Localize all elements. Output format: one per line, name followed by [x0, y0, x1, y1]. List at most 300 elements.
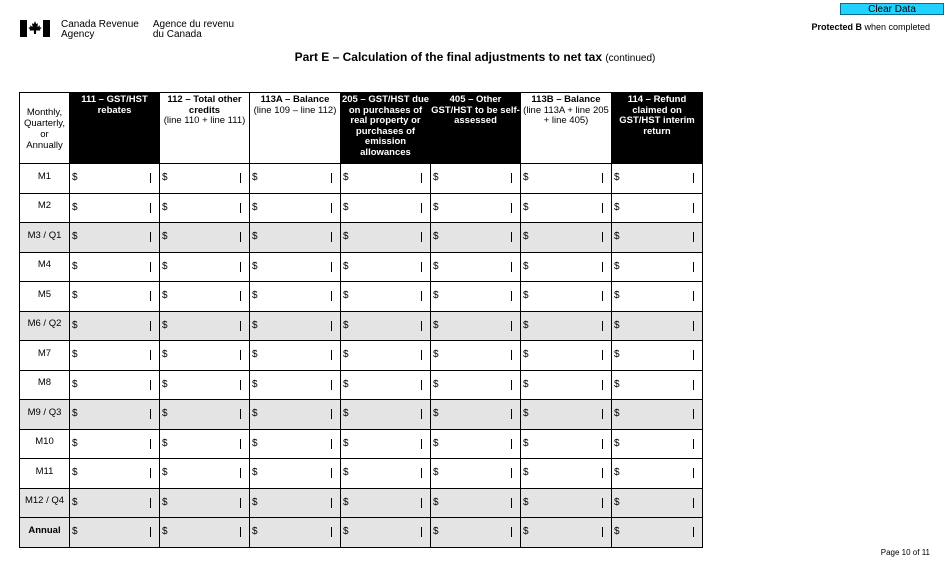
amount-cell: [341, 164, 431, 194]
dollar-sign: $: [252, 496, 258, 508]
cents-divider: [602, 350, 603, 360]
cents-divider: [511, 203, 512, 213]
amount-input[interactable]: [443, 345, 503, 361]
dollar-sign: $: [614, 349, 620, 360]
dollar-sign: $: [614, 290, 620, 301]
column-header-113a: 113A – Balance (line 109 – line 112): [250, 93, 341, 164]
page-number: Page 10 of 11: [880, 548, 930, 557]
amount-input[interactable]: [262, 198, 322, 214]
amount-input[interactable]: [262, 227, 322, 243]
amount-input[interactable]: [624, 168, 684, 184]
amount-input[interactable]: [82, 404, 142, 420]
amount-cell: [521, 193, 612, 223]
amount-cell: [521, 252, 612, 282]
dollar-sign: $: [162, 172, 168, 183]
amount-input[interactable]: [353, 434, 413, 450]
row-period-label: M1: [20, 164, 70, 194]
cents-divider: [511, 527, 512, 537]
dollar-sign: $: [162, 231, 168, 242]
dollar-sign: $: [343, 437, 349, 449]
amount-input[interactable]: [82, 257, 142, 273]
dollar-sign: $: [252, 260, 258, 272]
cents-divider: [240, 409, 241, 419]
dollar-sign: $: [523, 378, 529, 390]
dollar-sign: $: [343, 408, 349, 419]
amount-input[interactable]: [443, 493, 503, 509]
amount-input[interactable]: [82, 316, 142, 332]
cents-divider: [602, 439, 603, 449]
period-column-header: Monthly, Quarterly, or Annually: [20, 93, 70, 164]
dollar-sign: $: [72, 467, 78, 478]
amount-cell: [250, 459, 341, 489]
table-row: [20, 459, 703, 489]
amount-input[interactable]: [443, 168, 503, 184]
cents-divider: [602, 380, 603, 390]
amount-input[interactable]: [82, 227, 142, 243]
dollar-sign: $: [72, 437, 78, 449]
dollar-sign: $: [162, 378, 168, 390]
table-row: [20, 252, 703, 282]
dollar-sign: $: [523, 437, 529, 449]
dollar-sign: $: [162, 260, 168, 272]
amount-cell: [341, 282, 431, 312]
cents-divider: [511, 262, 512, 272]
amount-cell: [341, 400, 431, 430]
amount-cell: [160, 459, 250, 489]
amount-input[interactable]: [443, 316, 503, 332]
dollar-sign: $: [433, 408, 439, 419]
amount-cell: [250, 223, 341, 253]
dollar-sign: $: [523, 172, 529, 183]
dollar-sign: $: [523, 467, 529, 478]
amount-cell: [70, 223, 160, 253]
amount-cell: [431, 311, 521, 341]
amount-input[interactable]: [443, 404, 503, 420]
amount-cell: [612, 311, 703, 341]
table-row: [20, 429, 703, 459]
amount-input[interactable]: [533, 198, 593, 214]
dollar-sign: $: [72, 408, 78, 419]
cents-divider: [240, 498, 241, 508]
dollar-sign: $: [72, 172, 78, 183]
amount-input[interactable]: [353, 316, 413, 332]
cents-divider: [693, 468, 694, 478]
amount-cell: [70, 341, 160, 371]
amount-cell: [250, 518, 341, 548]
cents-divider: [331, 232, 332, 242]
amount-cell: [70, 282, 160, 312]
cents-divider: [240, 380, 241, 390]
amount-cell: [70, 370, 160, 400]
amount-input[interactable]: [624, 345, 684, 361]
dollar-sign: $: [523, 260, 529, 272]
amount-input[interactable]: [443, 227, 503, 243]
cents-divider: [150, 350, 151, 360]
dollar-sign: $: [614, 201, 620, 213]
amount-cell: [70, 193, 160, 223]
table-row: [20, 164, 703, 194]
table-row: [20, 400, 703, 430]
cents-divider: [150, 468, 151, 478]
dollar-sign: $: [162, 437, 168, 449]
amount-input[interactable]: [262, 257, 322, 273]
amount-input[interactable]: [172, 463, 232, 479]
amount-cell: [521, 311, 612, 341]
amount-input[interactable]: [533, 257, 593, 273]
column-header-111: 111 – GST/HST rebates: [70, 93, 160, 164]
amount-input[interactable]: [172, 257, 232, 273]
amount-input[interactable]: [533, 168, 593, 184]
cents-divider: [331, 468, 332, 478]
amount-input[interactable]: [533, 227, 593, 243]
amount-cell: [250, 400, 341, 430]
dollar-sign: $: [72, 378, 78, 390]
amount-input[interactable]: [624, 227, 684, 243]
cents-divider: [240, 439, 241, 449]
amount-cell: [250, 341, 341, 371]
cents-divider: [511, 409, 512, 419]
cents-divider: [602, 321, 603, 331]
amount-input[interactable]: [443, 463, 503, 479]
amount-cell: [70, 459, 160, 489]
cents-divider: [150, 380, 151, 390]
cents-divider: [421, 468, 422, 478]
table-row: [20, 341, 703, 371]
dollar-sign: $: [72, 319, 78, 331]
amount-cell: [612, 488, 703, 518]
amount-input[interactable]: [82, 375, 142, 391]
cents-divider: [602, 232, 603, 242]
amount-input[interactable]: [172, 168, 232, 184]
table-row: [20, 193, 703, 223]
amount-cell: [250, 282, 341, 312]
dollar-sign: $: [343, 349, 349, 360]
cents-divider: [240, 262, 241, 272]
amount-input[interactable]: [353, 375, 413, 391]
amount-input[interactable]: [82, 168, 142, 184]
dollar-sign: $: [162, 467, 168, 478]
row-period-label: M6 / Q2: [20, 311, 70, 341]
cents-divider: [331, 350, 332, 360]
amount-input[interactable]: [82, 493, 142, 509]
amount-cell: [70, 400, 160, 430]
dollar-sign: $: [614, 496, 620, 508]
amount-input[interactable]: [172, 286, 232, 302]
cents-divider: [421, 380, 422, 390]
amount-cell: [521, 488, 612, 518]
cents-divider: [602, 262, 603, 272]
amount-input[interactable]: [172, 434, 232, 450]
cents-divider: [150, 498, 151, 508]
amount-input[interactable]: [82, 522, 142, 538]
cents-divider: [421, 232, 422, 242]
amount-cell: [431, 341, 521, 371]
cents-divider: [693, 321, 694, 331]
amount-input[interactable]: [353, 493, 413, 509]
row-period-label: M9 / Q3: [20, 400, 70, 430]
dollar-sign: $: [523, 526, 529, 537]
amount-input[interactable]: [262, 404, 322, 420]
amount-cell: [612, 518, 703, 548]
dollar-sign: $: [433, 378, 439, 390]
agency-name-french: Agence du revenu du Canada: [152, 19, 235, 40]
dollar-sign: $: [614, 172, 620, 183]
cents-divider: [150, 262, 151, 272]
cents-divider: [240, 203, 241, 213]
amount-input[interactable]: [533, 522, 593, 538]
cents-divider: [331, 409, 332, 419]
cents-divider: [150, 203, 151, 213]
clear-data-button[interactable]: Clear Data: [840, 3, 944, 15]
amount-input[interactable]: [533, 463, 593, 479]
dollar-sign: $: [433, 496, 439, 508]
dollar-sign: $: [614, 437, 620, 449]
amount-input[interactable]: [262, 493, 322, 509]
amount-input[interactable]: [353, 404, 413, 420]
amount-input[interactable]: [172, 493, 232, 509]
row-period-label: M3 / Q1: [20, 223, 70, 253]
amount-input[interactable]: [624, 375, 684, 391]
dollar-sign: $: [343, 526, 349, 537]
amount-cell: [612, 193, 703, 223]
amount-input[interactable]: [443, 198, 503, 214]
amount-cell: [341, 311, 431, 341]
row-period-label: M4: [20, 252, 70, 282]
final-adjustments-table: [19, 92, 703, 548]
dollar-sign: $: [252, 172, 258, 183]
cents-divider: [331, 439, 332, 449]
amount-input[interactable]: [82, 286, 142, 302]
amount-cell: [341, 429, 431, 459]
column-header-405: 405 – Other GST/HST to be self-assessed: [431, 93, 521, 164]
amount-input[interactable]: [443, 434, 503, 450]
dollar-sign: $: [433, 260, 439, 272]
cents-divider: [421, 173, 422, 183]
dollar-sign: $: [252, 349, 258, 360]
dollar-sign: $: [433, 319, 439, 331]
amount-input[interactable]: [624, 198, 684, 214]
amount-input[interactable]: [262, 168, 322, 184]
cents-divider: [331, 527, 332, 537]
amount-input[interactable]: [533, 375, 593, 391]
amount-cell: [431, 400, 521, 430]
cents-divider: [240, 321, 241, 331]
amount-cell: [250, 429, 341, 459]
cents-divider: [240, 173, 241, 183]
dollar-sign: $: [433, 290, 439, 301]
amount-cell: [160, 341, 250, 371]
cents-divider: [150, 321, 151, 331]
cents-divider: [421, 498, 422, 508]
amount-input[interactable]: [443, 286, 503, 302]
dollar-sign: $: [252, 408, 258, 419]
cents-divider: [240, 468, 241, 478]
amount-input[interactable]: [172, 375, 232, 391]
amount-input[interactable]: [624, 257, 684, 273]
amount-input[interactable]: [533, 286, 593, 302]
amount-input[interactable]: [172, 345, 232, 361]
dollar-sign: $: [252, 437, 258, 449]
cents-divider: [693, 350, 694, 360]
dollar-sign: $: [252, 526, 258, 537]
amount-cell: [521, 223, 612, 253]
amount-input[interactable]: [533, 493, 593, 509]
column-header-114: 114 – Refund claimed on GST/HST interim return: [612, 93, 703, 164]
dollar-sign: $: [162, 408, 168, 419]
amount-input[interactable]: [82, 434, 142, 450]
amount-input[interactable]: [262, 434, 322, 450]
amount-input[interactable]: [172, 227, 232, 243]
dollar-sign: $: [252, 290, 258, 301]
amount-cell: [612, 252, 703, 282]
amount-input[interactable]: [172, 198, 232, 214]
amount-input[interactable]: [353, 168, 413, 184]
amount-input[interactable]: [353, 286, 413, 302]
canada-flag-icon: [20, 20, 50, 37]
amount-input[interactable]: [262, 345, 322, 361]
cents-divider: [150, 527, 151, 537]
row-period-label: M11: [20, 459, 70, 489]
dollar-sign: $: [433, 526, 439, 537]
amount-input[interactable]: [533, 345, 593, 361]
amount-cell: [431, 518, 521, 548]
amount-cell: [250, 311, 341, 341]
amount-input[interactable]: [262, 375, 322, 391]
amount-input[interactable]: [624, 404, 684, 420]
column-header-113b: 113B – Balance (line 113A + line 205 + line 405): [521, 93, 612, 164]
amount-input[interactable]: [624, 493, 684, 509]
amount-cell: [70, 488, 160, 518]
amount-cell: [612, 429, 703, 459]
dollar-sign: $: [343, 496, 349, 508]
amount-input[interactable]: [172, 316, 232, 332]
cents-divider: [602, 527, 603, 537]
cents-divider: [693, 409, 694, 419]
amount-cell: [250, 488, 341, 518]
amount-cell: [250, 370, 341, 400]
cents-divider: [602, 468, 603, 478]
cents-divider: [150, 439, 151, 449]
cents-divider: [240, 527, 241, 537]
cents-divider: [511, 380, 512, 390]
dollar-sign: $: [614, 260, 620, 272]
cents-divider: [693, 291, 694, 301]
amount-input[interactable]: [262, 522, 322, 538]
dollar-sign: $: [433, 437, 439, 449]
cents-divider: [421, 262, 422, 272]
table-row: [20, 311, 703, 341]
dollar-sign: $: [614, 408, 620, 419]
dollar-sign: $: [72, 290, 78, 301]
dollar-sign: $: [614, 526, 620, 537]
amount-cell: [160, 518, 250, 548]
amount-cell: [612, 282, 703, 312]
amount-input[interactable]: [82, 345, 142, 361]
amount-cell: [521, 164, 612, 194]
amount-cell: [250, 193, 341, 223]
cents-divider: [331, 291, 332, 301]
amount-input[interactable]: [624, 286, 684, 302]
dollar-sign: $: [252, 378, 258, 390]
amount-cell: [521, 429, 612, 459]
amount-cell: [612, 370, 703, 400]
government-logo: [20, 20, 234, 40]
protected-label: Protected B when completed: [811, 22, 930, 32]
column-header-205: 205 – GST/HST due on purchases of real property or purchases of emission allowances: [341, 93, 431, 164]
dollar-sign: $: [162, 526, 168, 537]
cents-divider: [511, 291, 512, 301]
amount-cell: [160, 282, 250, 312]
amount-input[interactable]: [533, 404, 593, 420]
cents-divider: [602, 203, 603, 213]
dollar-sign: $: [433, 467, 439, 478]
amount-input[interactable]: [353, 227, 413, 243]
row-period-label: Annual: [20, 518, 70, 548]
amount-cell: [431, 282, 521, 312]
cents-divider: [421, 409, 422, 419]
amount-input[interactable]: [443, 375, 503, 391]
amount-input[interactable]: [533, 316, 593, 332]
amount-input[interactable]: [172, 522, 232, 538]
amount-input[interactable]: [624, 316, 684, 332]
cents-divider: [602, 173, 603, 183]
amount-input[interactable]: [624, 522, 684, 538]
amount-cell: [431, 459, 521, 489]
amount-input[interactable]: [353, 257, 413, 273]
amount-cell: [431, 164, 521, 194]
amount-input[interactable]: [624, 463, 684, 479]
amount-cell: [160, 370, 250, 400]
amount-input[interactable]: [443, 522, 503, 538]
amount-input[interactable]: [353, 463, 413, 479]
table-row: [20, 282, 703, 312]
amount-input[interactable]: [353, 522, 413, 538]
amount-input[interactable]: [82, 463, 142, 479]
amount-input[interactable]: [262, 316, 322, 332]
cents-divider: [331, 203, 332, 213]
cents-divider: [331, 262, 332, 272]
amount-cell: [160, 223, 250, 253]
cents-divider: [511, 321, 512, 331]
dollar-sign: $: [523, 319, 529, 331]
dollar-sign: $: [523, 201, 529, 213]
amount-input[interactable]: [353, 345, 413, 361]
cents-divider: [150, 232, 151, 242]
cents-divider: [693, 498, 694, 508]
dollar-sign: $: [523, 290, 529, 301]
amount-input[interactable]: [172, 404, 232, 420]
cents-divider: [150, 409, 151, 419]
cents-divider: [511, 232, 512, 242]
cents-divider: [602, 409, 603, 419]
cents-divider: [511, 468, 512, 478]
amount-input[interactable]: [82, 198, 142, 214]
amount-input[interactable]: [262, 286, 322, 302]
amount-input[interactable]: [624, 434, 684, 450]
dollar-sign: $: [72, 260, 78, 272]
cents-divider: [511, 173, 512, 183]
row-period-label: M2: [20, 193, 70, 223]
amount-cell: [160, 193, 250, 223]
amount-input[interactable]: [262, 463, 322, 479]
cents-divider: [150, 291, 151, 301]
amount-input[interactable]: [353, 198, 413, 214]
cents-divider: [693, 527, 694, 537]
amount-input[interactable]: [533, 434, 593, 450]
dollar-sign: $: [343, 467, 349, 478]
dollar-sign: $: [343, 290, 349, 301]
amount-input[interactable]: [443, 257, 503, 273]
